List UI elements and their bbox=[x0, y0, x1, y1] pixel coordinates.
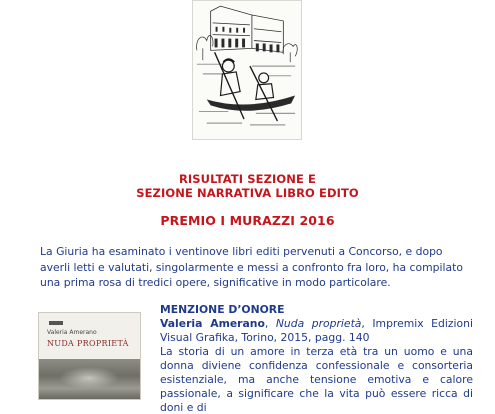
book-title: Nuda proprietà bbox=[275, 316, 362, 330]
cover-title: NUDA PROPRIETÀ bbox=[47, 339, 129, 348]
sketch-image bbox=[193, 1, 301, 139]
book-description: La storia di un amore in terza età tra un uomo e una donna diviene confidenza confessionale e consorteria esistenziale, ma anche tensione emotiva e calore passionale, a significare che la vita può essere ricca di doni e di bbox=[160, 345, 473, 414]
author-separator: , bbox=[264, 316, 276, 330]
cover-author: Valeria Amerano bbox=[47, 329, 97, 336]
results-heading-line2: SEZIONE NARRATIVA LIBRO EDITO bbox=[136, 186, 359, 200]
cover-publisher-mark bbox=[49, 321, 63, 325]
prize-heading: PREMIO I MURAZZI 2016 bbox=[160, 213, 335, 228]
book-entry bbox=[160, 317, 473, 345]
book-cover-image bbox=[38, 312, 141, 400]
rowing-illustration bbox=[192, 0, 302, 140]
cover-photo bbox=[39, 359, 141, 400]
award-label: MENZIONE D’ONORE bbox=[160, 303, 285, 316]
intro-paragraph: La Giuria ha esaminato i ventinove libri editi pervenuti a Concorso, e dopo averli letti e valutati, singolarmente e messi a confronto fra loro, ha compilato una prima rosa di tredici opere, significative in modo particolare. bbox=[40, 245, 463, 289]
results-heading-line1: RISULTATI SEZIONE E bbox=[178, 172, 317, 186]
book-details: , Impremix Edizioni Visual Grafika, Torino, 2015, pagg. 140 bbox=[160, 316, 473, 344]
award-entry bbox=[160, 303, 473, 414]
book-author: Valeria Amerano bbox=[160, 316, 265, 330]
